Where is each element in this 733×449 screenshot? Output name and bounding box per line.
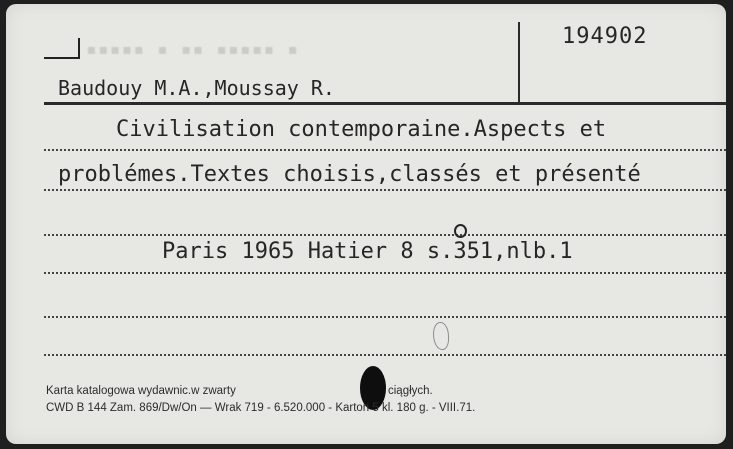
ruled-line-5: [44, 316, 726, 318]
ruled-line-2: [44, 189, 726, 191]
ruled-line-3: [44, 234, 726, 236]
footer-line-1: [46, 385, 433, 397]
footer-line-2: CWD B 144 Zam. 869/Dw/On — Wrak 719 - 6.520.000 - Karton 5 kl. 180 g. - VIII.71.: [46, 402, 476, 414]
ruled-line-1: [44, 149, 726, 151]
pencil-mark: [433, 322, 449, 350]
footer-line-1-part-1: Karta katalogowa wydawnic.w zwarty: [46, 385, 236, 397]
corner-mark-horizontal: [44, 57, 80, 59]
title-line-2: problémes.Textes choisis,classés et présenté: [58, 162, 641, 187]
header-vertical-divider: [518, 22, 520, 104]
ruled-line-6: [44, 354, 726, 356]
format-degree-mark: [454, 224, 467, 238]
catalog-card: [6, 4, 726, 444]
header-horizontal-divider: [44, 102, 726, 105]
authors: Baudouy M.A.,Moussay R.: [58, 76, 335, 100]
catalog-number: 194902: [562, 24, 648, 49]
ruled-line-4: [44, 272, 726, 274]
footer-line-1-part-2: ciągłych.: [388, 385, 433, 397]
faded-stamp-text: ▪▪▪▪▪ ▪ ▪▪ ▪▪▪▪▪ ▪: [86, 39, 300, 60]
corner-mark-vertical: [78, 38, 80, 59]
title-line-1: Civilisation contemporaine.Aspects et: [116, 117, 607, 142]
imprint-line: Paris 1965 Hatier 8 s.351,nlb.1: [162, 239, 573, 264]
